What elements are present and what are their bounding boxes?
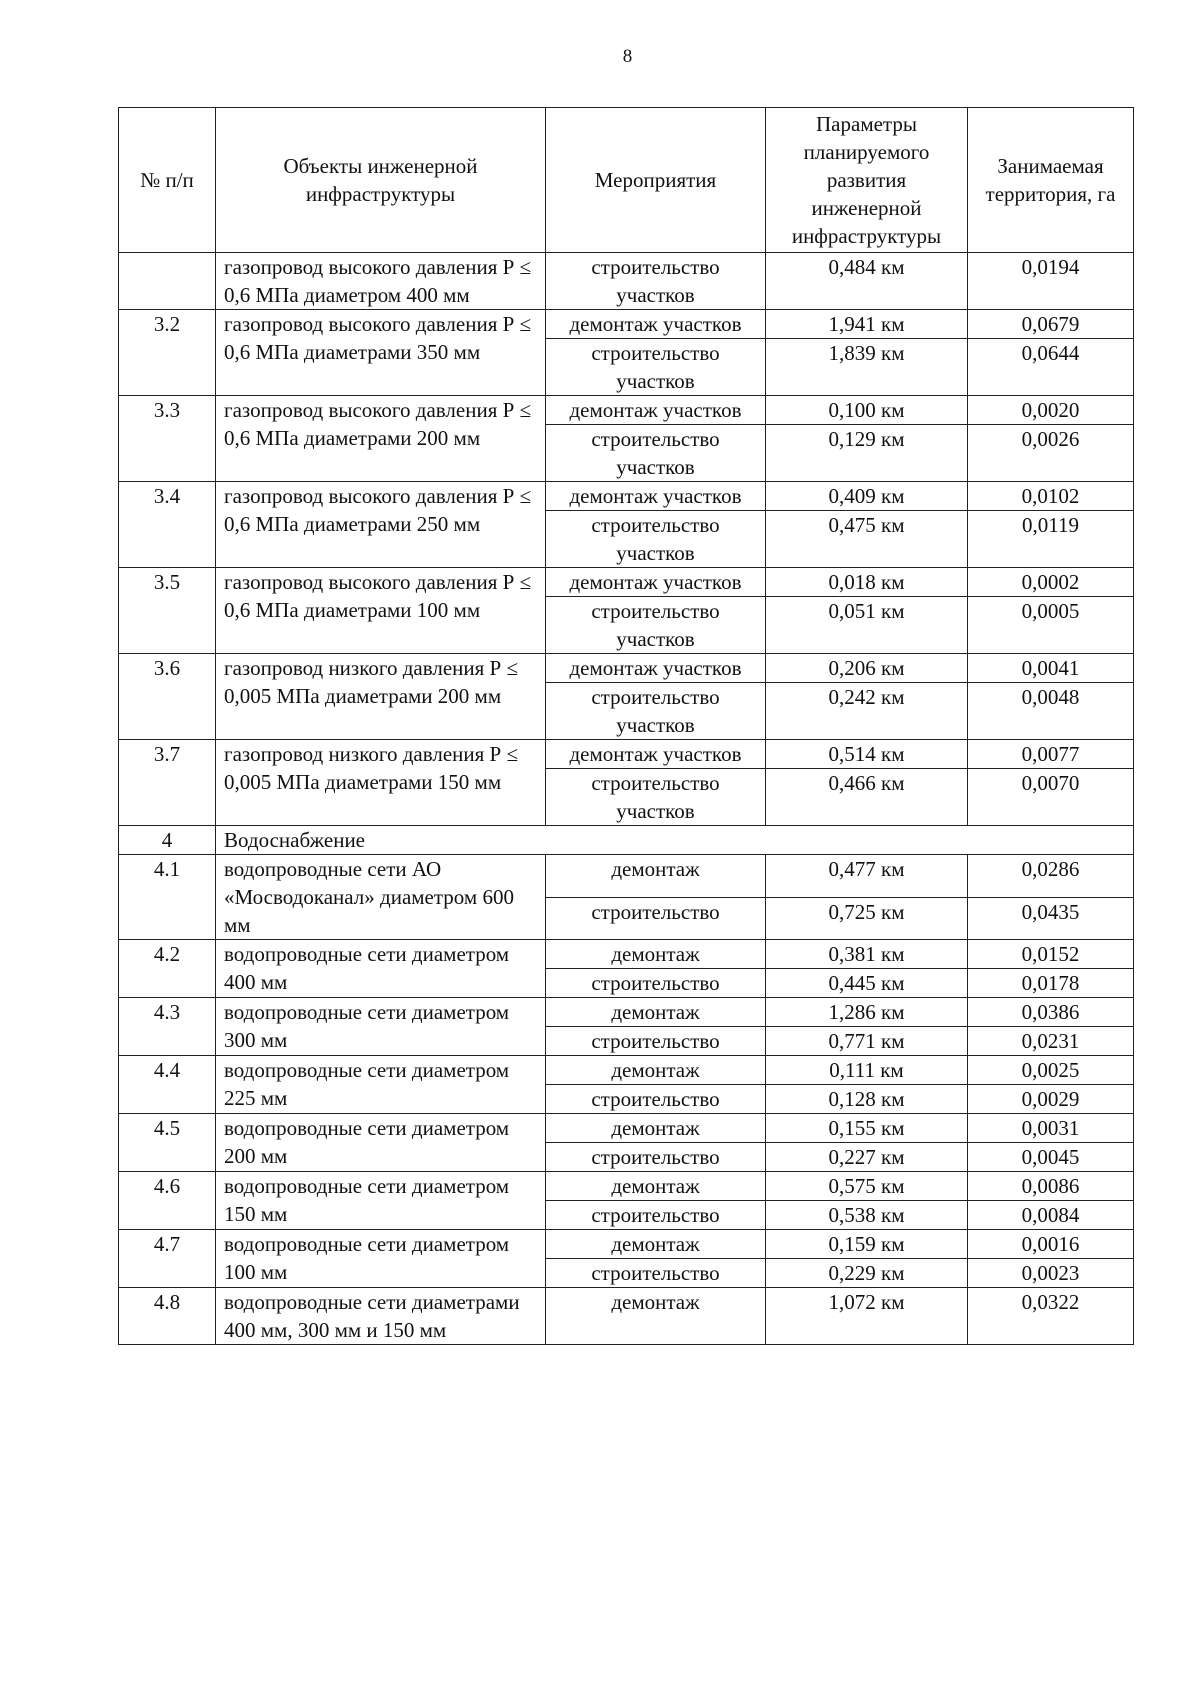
table-row — [119, 482, 1134, 511]
measure-action: демонтаж участков — [546, 568, 766, 597]
occupied-area: 0,0023 — [968, 1259, 1134, 1288]
item-number: 4.6 — [119, 1172, 216, 1230]
infrastructure-object: водопроводные сети диаметром 400 мм — [216, 940, 546, 998]
table-body — [119, 253, 1134, 1345]
occupied-area: 0,0077 — [968, 740, 1134, 769]
occupied-area: 0,0644 — [968, 339, 1134, 396]
planned-parameter: 0,051 км — [766, 597, 968, 654]
planned-parameter: 0,538 км — [766, 1201, 968, 1230]
occupied-area: 0,0231 — [968, 1027, 1134, 1056]
measure-action: демонтаж — [546, 1288, 766, 1345]
planned-parameter: 0,575 км — [766, 1172, 968, 1201]
planned-parameter: 0,771 км — [766, 1027, 968, 1056]
planned-parameter: 1,286 км — [766, 998, 968, 1027]
header-object: Объекты инженерной инфраструктуры — [216, 108, 546, 253]
infrastructure-object: газопровод низкого давления Р ≤ 0,005 МПа диаметрами 200 мм — [216, 654, 546, 740]
planned-parameter: 0,242 км — [766, 683, 968, 740]
planned-parameter: 0,484 км — [766, 253, 968, 310]
occupied-area: 0,0386 — [968, 998, 1134, 1027]
table-row — [119, 253, 1134, 310]
infrastructure-object: водопроводные сети диаметрами 400 мм, 300 мм и 150 мм — [216, 1288, 546, 1345]
infrastructure-table — [118, 107, 1134, 1345]
occupied-area: 0,0031 — [968, 1114, 1134, 1143]
measure-action: строительство — [546, 1201, 766, 1230]
occupied-area: 0,0178 — [968, 969, 1134, 998]
item-number: 4.3 — [119, 998, 216, 1056]
table-row — [119, 855, 1134, 898]
infrastructure-object: газопровод высокого давления Р ≤ 0,6 МПа диаметром 400 мм — [216, 253, 546, 310]
planned-parameter: 0,229 км — [766, 1259, 968, 1288]
item-number: 3.7 — [119, 740, 216, 826]
infrastructure-object: газопровод высокого давления Р ≤ 0,6 МПа диаметрами 250 мм — [216, 482, 546, 568]
header-action: Мероприятия — [546, 108, 766, 253]
section-number: 4 — [119, 826, 216, 855]
item-number: 4.1 — [119, 855, 216, 940]
planned-parameter: 0,409 км — [766, 482, 968, 511]
measure-action: демонтаж — [546, 940, 766, 969]
item-number: 3.2 — [119, 310, 216, 396]
item-number: 4.2 — [119, 940, 216, 998]
item-number: 3.3 — [119, 396, 216, 482]
planned-parameter: 0,514 км — [766, 740, 968, 769]
occupied-area: 0,0002 — [968, 568, 1134, 597]
measure-action: строительство участков — [546, 769, 766, 826]
item-number: 4.8 — [119, 1288, 216, 1345]
measure-action: демонтаж участков — [546, 654, 766, 683]
planned-parameter: 0,445 км — [766, 969, 968, 998]
infrastructure-object: водопроводные сети диаметром 150 мм — [216, 1172, 546, 1230]
infrastructure-object: газопровод высокого давления Р ≤ 0,6 МПа диаметрами 100 мм — [216, 568, 546, 654]
section-title: Водоснабжение — [216, 826, 1134, 855]
occupied-area: 0,0016 — [968, 1230, 1134, 1259]
planned-parameter: 0,128 км — [766, 1085, 968, 1114]
planned-parameter: 0,159 км — [766, 1230, 968, 1259]
planned-parameter: 0,227 км — [766, 1143, 968, 1172]
infrastructure-object: газопровод низкого давления Р ≤ 0,005 МПа диаметрами 150 мм — [216, 740, 546, 826]
measure-action: строительство участков — [546, 683, 766, 740]
table-row — [119, 1230, 1134, 1259]
measure-action: строительство — [546, 1143, 766, 1172]
measure-action: демонтаж — [546, 855, 766, 898]
table-row — [119, 1114, 1134, 1143]
occupied-area: 0,0194 — [968, 253, 1134, 310]
occupied-area: 0,0152 — [968, 940, 1134, 969]
measure-action: демонтаж — [546, 1056, 766, 1085]
measure-action: строительство — [546, 1027, 766, 1056]
occupied-area: 0,0029 — [968, 1085, 1134, 1114]
infrastructure-object: водопроводные сети диаметром 100 мм — [216, 1230, 546, 1288]
item-number — [119, 253, 216, 310]
measure-action: строительство — [546, 1085, 766, 1114]
item-number: 3.4 — [119, 482, 216, 568]
planned-parameter: 0,129 км — [766, 425, 968, 482]
item-number: 3.6 — [119, 654, 216, 740]
occupied-area: 0,0020 — [968, 396, 1134, 425]
measure-action: строительство — [546, 897, 766, 940]
table-row — [119, 740, 1134, 769]
table-header-row — [119, 108, 1134, 253]
infrastructure-object: водопроводные сети диаметром 225 мм — [216, 1056, 546, 1114]
planned-parameter: 0,475 км — [766, 511, 968, 568]
table-row — [119, 396, 1134, 425]
occupied-area: 0,0084 — [968, 1201, 1134, 1230]
occupied-area: 0,0679 — [968, 310, 1134, 339]
measure-action: строительство участков — [546, 425, 766, 482]
header-num: № п/п — [119, 108, 216, 253]
measure-action: демонтаж — [546, 1114, 766, 1143]
table-row — [119, 1288, 1134, 1345]
table-row — [119, 940, 1134, 969]
occupied-area: 0,0045 — [968, 1143, 1134, 1172]
table-row — [119, 1056, 1134, 1085]
item-number: 4.4 — [119, 1056, 216, 1114]
infrastructure-object: водопроводные сети диаметром 200 мм — [216, 1114, 546, 1172]
table-row — [119, 654, 1134, 683]
measure-action: демонтаж — [546, 1230, 766, 1259]
table-row — [119, 310, 1134, 339]
planned-parameter: 0,206 км — [766, 654, 968, 683]
measure-action: демонтаж участков — [546, 482, 766, 511]
infrastructure-object: газопровод высокого давления Р ≤ 0,6 МПа диаметрами 350 мм — [216, 310, 546, 396]
table-row — [119, 998, 1134, 1027]
planned-parameter: 0,018 км — [766, 568, 968, 597]
planned-parameter: 0,155 км — [766, 1114, 968, 1143]
page-number: 8 — [622, 46, 633, 67]
table-row — [119, 568, 1134, 597]
item-number: 3.5 — [119, 568, 216, 654]
occupied-area: 0,0048 — [968, 683, 1134, 740]
occupied-area: 0,0041 — [968, 654, 1134, 683]
infrastructure-object: газопровод высокого давления Р ≤ 0,6 МПа диаметрами 200 мм — [216, 396, 546, 482]
item-number: 4.7 — [119, 1230, 216, 1288]
planned-parameter: 0,725 км — [766, 897, 968, 940]
measure-action: строительство участков — [546, 511, 766, 568]
planned-parameter: 0,100 км — [766, 396, 968, 425]
occupied-area: 0,0070 — [968, 769, 1134, 826]
planned-parameter: 0,466 км — [766, 769, 968, 826]
occupied-area: 0,0322 — [968, 1288, 1134, 1345]
measure-action: демонтаж — [546, 998, 766, 1027]
header-area: Занимаемая территория, га — [968, 108, 1134, 253]
planned-parameter: 1,941 км — [766, 310, 968, 339]
measure-action: строительство участков — [546, 339, 766, 396]
measure-action: демонтаж участков — [546, 396, 766, 425]
planned-parameter: 1,839 км — [766, 339, 968, 396]
infrastructure-object: водопроводные сети диаметром 300 мм — [216, 998, 546, 1056]
planned-parameter: 0,111 км — [766, 1056, 968, 1085]
header-params: Параметры планируемого развития инженерной инфраструктуры — [766, 108, 968, 253]
occupied-area: 0,0435 — [968, 897, 1134, 940]
measure-action: строительство участков — [546, 253, 766, 310]
infrastructure-object: водопроводные сети АО «Мосводоканал» диаметром 600 мм — [216, 855, 546, 940]
table-row — [119, 1172, 1134, 1201]
section-row — [119, 826, 1134, 855]
occupied-area: 0,0005 — [968, 597, 1134, 654]
measure-action: строительство — [546, 1259, 766, 1288]
planned-parameter: 0,477 км — [766, 855, 968, 898]
occupied-area: 0,0286 — [968, 855, 1134, 898]
item-number: 4.5 — [119, 1114, 216, 1172]
occupied-area: 0,0025 — [968, 1056, 1134, 1085]
measure-action: демонтаж участков — [546, 740, 766, 769]
occupied-area: 0,0026 — [968, 425, 1134, 482]
planned-parameter: 0,381 км — [766, 940, 968, 969]
occupied-area: 0,0102 — [968, 482, 1134, 511]
measure-action: строительство участков — [546, 597, 766, 654]
planned-parameter: 1,072 км — [766, 1288, 968, 1345]
measure-action: строительство — [546, 969, 766, 998]
measure-action: демонтаж участков — [546, 310, 766, 339]
measure-action: демонтаж — [546, 1172, 766, 1201]
occupied-area: 0,0119 — [968, 511, 1134, 568]
occupied-area: 0,0086 — [968, 1172, 1134, 1201]
